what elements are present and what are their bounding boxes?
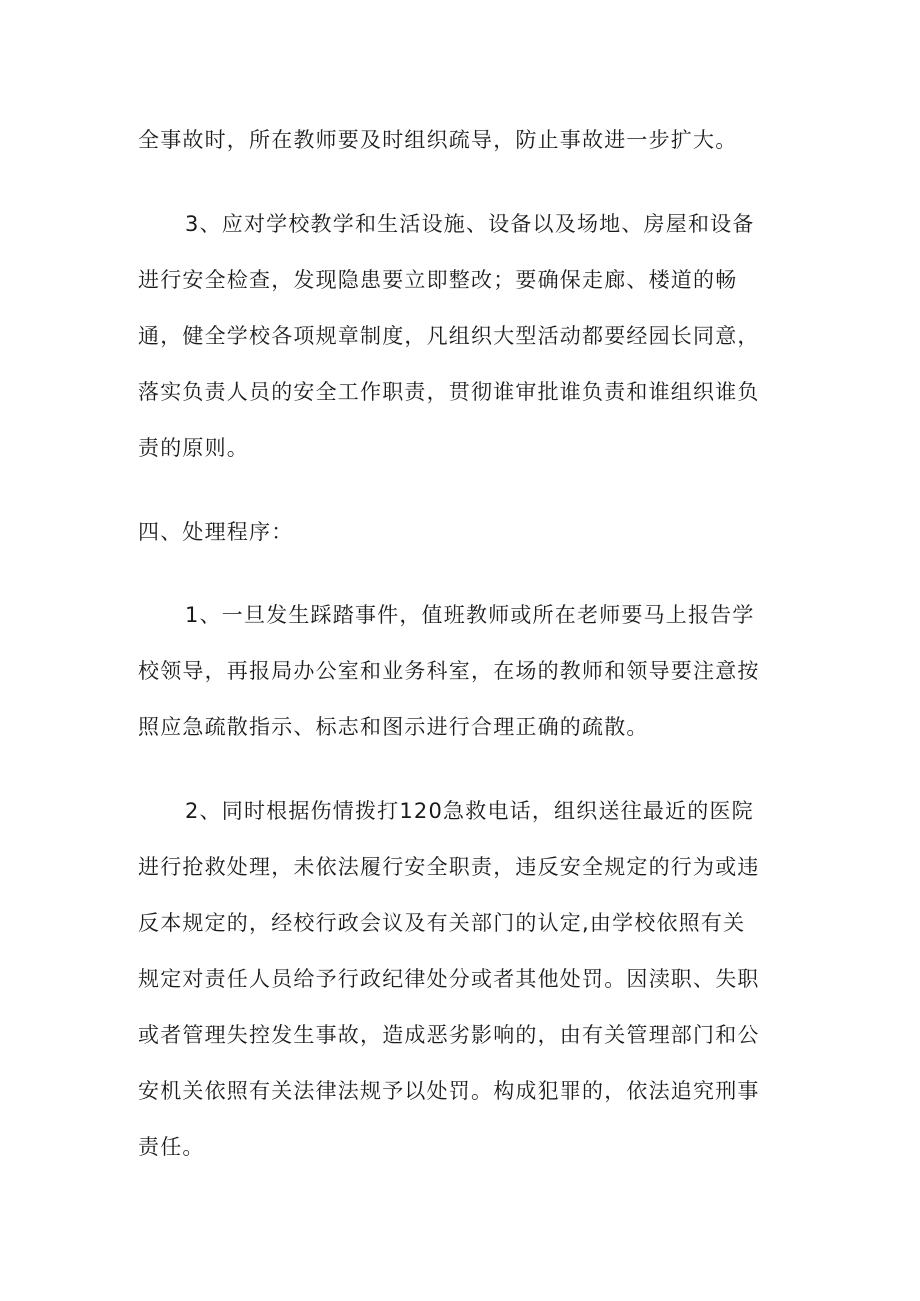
section-heading: 四、处理程序： (138, 520, 294, 544)
paragraph-line: 责任。 (138, 1135, 205, 1159)
paragraph-line: 通，健全学校各项规章制度，凡组织大型活动都要经园长同意， (138, 324, 760, 348)
paragraph-line: 安机关依照有关法律法规予以处罚。构成犯罪的，依法追究刑事 (138, 1079, 760, 1103)
paragraph-line: 校领导，再报局办公室和业务科室，在场的教师和领导要注意按 (138, 659, 760, 683)
paragraph-line: 落实负责人员的安全工作职责，贯彻谁审批谁负责和谁组织谁负 (138, 380, 760, 404)
paragraph-line: 规定对责任人员给予行政纪律处分或者其他处罚。因渎职、失职 (138, 967, 760, 991)
paragraph-line: 全事故时，所在教师要及时组织疏导，防止事故进一步扩大。 (138, 128, 738, 152)
paragraph-line: 进行抢救处理，未依法履行安全职责，违反安全规定的行为或违 (138, 855, 760, 879)
paragraph-line: 照应急疏散指示、标志和图示进行合理正确的疏散。 (138, 715, 649, 739)
paragraph-line: 责的原则。 (138, 436, 249, 460)
paragraph-line: 反本规定的，经校行政会议及有关部门的认定,由学校依照有关 (138, 911, 746, 935)
paragraph-line: 1、一旦发生踩踏事件，值班教师或所在老师要马上报告学 (185, 603, 755, 627)
paragraph-line: 或者管理失控发生事故，造成恶劣影响的，由有关管理部门和公 (138, 1023, 760, 1047)
paragraph-line: 进行安全检查，发现隐患要立即整改；要确保走廊、楼道的畅 (138, 268, 738, 292)
paragraph-line: 2、同时根据伤情拨打120急救电话，组织送往最近的医院 (185, 799, 754, 823)
paragraph-line: 3、应对学校教学和生活设施、设备以及场地、房屋和设备 (185, 212, 755, 236)
